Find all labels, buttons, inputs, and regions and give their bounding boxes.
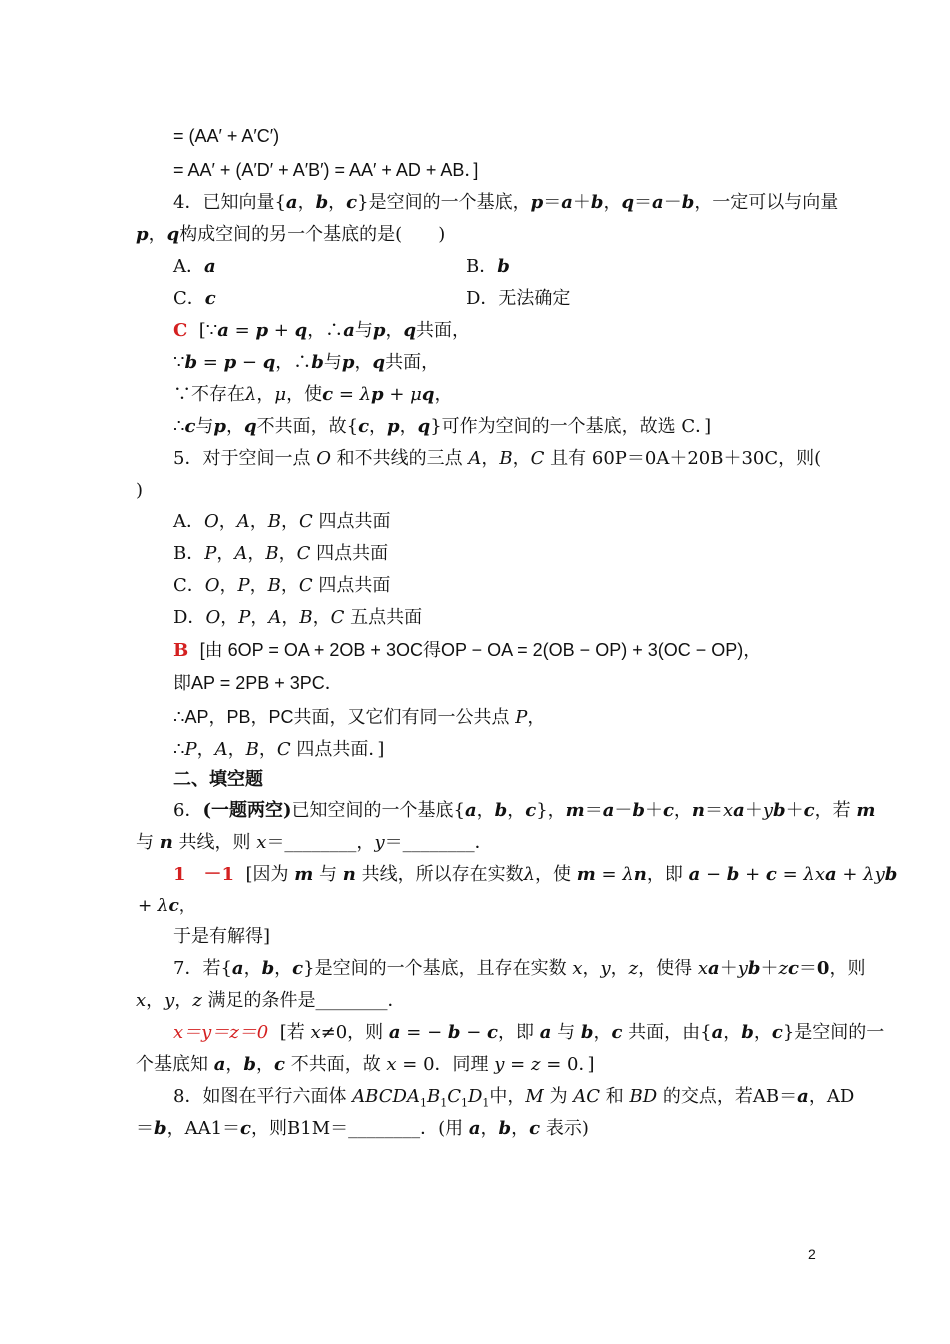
q4-stem-line1: 4．已知向量{a，b，c}是空间的一个基底，p＝a＋b，q＝a－b，一定可以与向量 <box>173 192 839 213</box>
q5-solution-line4: ∴P，A，B，C 四点共面．] <box>173 739 385 760</box>
q7-solution-line2: 个基底知 a，b，c 不共面，故 x = 0．同理 y = z = 0．] <box>136 1054 595 1075</box>
q7-solution-line1: x＝y＝z＝0 [若 x≠0，则 a = − b − c，即 a 与 b，c 共面，由{a，b，c}是空间的一 <box>173 1022 885 1043</box>
q4-solution-line1: C [∵a = p + q，∴a与p，q共面， <box>173 320 471 341</box>
q5-option-c: C．O，P，B，C 四点共面 <box>173 575 391 596</box>
q5-solution-line1: B [由 6OP = OA + 2OB + 3OC得OP − OA = 2(OB − OP) + 3(OC − OP)， <box>173 640 762 661</box>
q8-stem-line1: 8．如图在平行六面体 $ABCDA_1B_1C_1D_1$中，M 为 AC 和 BD 的交点，若AB＝a，AD <box>173 1086 855 1110</box>
prev-solution-eq2: = AA′ + (A′D′ + A′B′) = AA′ + AD + AB．] <box>173 160 479 180</box>
q4-option-c: C．c <box>173 288 216 309</box>
q7-stem-line2: x，y，z 满足的条件是________． <box>136 990 406 1011</box>
q4-option-b: B．b <box>466 256 510 277</box>
q6-answer: 1 －1 <box>173 864 235 885</box>
q5-option-d: D．O，P，A，B，C 五点共面 <box>173 607 423 628</box>
section-heading-fill-in: 二、填空题 <box>173 769 263 790</box>
q4-option-a: A．a <box>173 256 216 277</box>
q6-solution-line1: 1 －1 [因为 m 与 n 共线，所以存在实数λ，使 m = λn，即 a − b + c = λxa + λyb <box>173 864 898 885</box>
q4-solution-line4: ∴c与p，q不共面，故{c，p，q}可作为空间的一个基底，故选 C．] <box>173 416 712 437</box>
q8-stem-line2: ＝b，AA1＝c，则B1M＝________．(用 a，b，c 表示) <box>136 1118 589 1139</box>
q5-option-a: A．O，A，B，C 四点共面 <box>173 511 391 532</box>
q5-solution-line3: ∴AP，PB，PC共面，又它们有同一公共点 P， <box>173 707 546 728</box>
q7-stem-line1: 7．若{a，b，c}是空间的一个基底，且存在实数 x，y，z，使得 xa＋yb＋zc＝0，则 <box>173 958 866 979</box>
q5-stem-line1: 5．对于空间一点 O 和不共线的三点 A，B，C 且有 60P＝0A＋20B＋30C，则( <box>173 448 822 469</box>
q5-option-b: B．P，A，B，C 四点共面 <box>173 543 389 564</box>
q5-answer: B <box>173 640 189 661</box>
q6-solution-line2: + λc， <box>138 896 196 916</box>
q5-solution-line2: 即AP = 2PB + 3PC． <box>173 673 343 694</box>
q4-solution-line2: ∵b = p − q，∴b与p，q共面， <box>173 352 440 373</box>
q4-solution-line3: ∵不存在λ，μ，使c = λp + μq， <box>173 384 453 405</box>
q6-solution-line3: 于是有解得] <box>173 926 271 947</box>
prev-solution-eq1: = (AA′ + A′C′) <box>173 126 280 146</box>
q6-stem-line1: 6．(一题两空)已知空间的一个基底{a，b，c}，m＝a－b＋c，n＝xa＋yb＋c，若 m <box>173 800 876 821</box>
q4-answer: C <box>173 320 188 341</box>
q5-stem-line2: ) <box>136 480 144 501</box>
page-number: 2 <box>808 1246 816 1262</box>
q4-option-d: D．无法确定 <box>466 288 571 309</box>
q4-stem-line2: p，q构成空间的另一个基底的是( ) <box>136 224 446 245</box>
q6-stem-line2: 与 n 共线，则 x＝________，y＝________． <box>136 832 493 853</box>
q7-answer: x＝y＝z＝0 <box>173 1022 269 1043</box>
